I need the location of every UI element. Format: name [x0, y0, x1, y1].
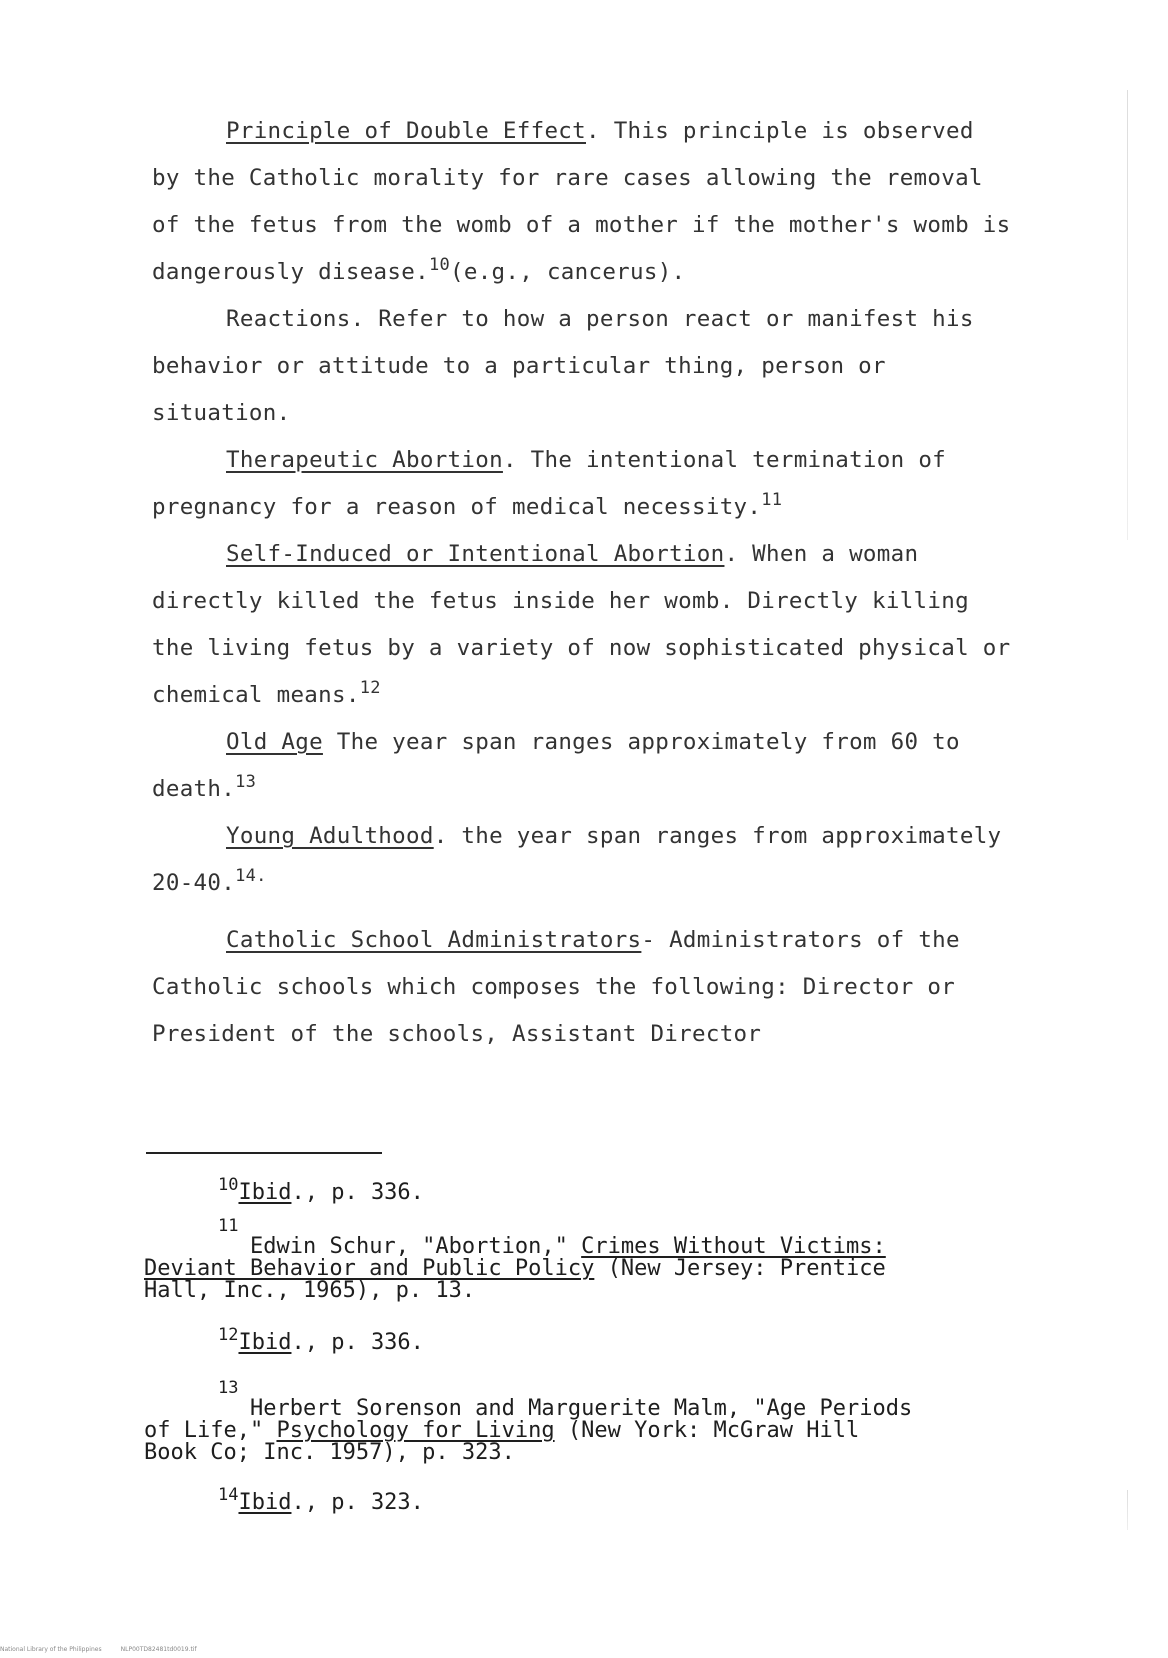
footnote-number: 12: [218, 1325, 239, 1345]
footnote-number: 11: [218, 1216, 239, 1236]
footnote-line: [144, 1420, 1014, 1442]
term-self-induced-abortion: Self-Induced or Intentional Abortion: [226, 541, 725, 567]
footnote-text: Edwin Schur, "Abortion,": [250, 1234, 582, 1259]
footnote-text: ., p. 323.: [291, 1490, 424, 1515]
footnote-12: [144, 1325, 1014, 1356]
footnote-line: Hall, Inc., 1965), p. 13.: [144, 1278, 476, 1303]
paragraph-self-induced-abortion: [152, 531, 1012, 719]
definition-text: . The intentional termination of pregnancy for a reason of medical necessity.: [152, 447, 947, 520]
term-therapeutic-abortion: Therapeutic Abortion: [226, 447, 503, 473]
footnote-number: 14: [218, 1485, 239, 1505]
footnote-ref: 11: [761, 490, 783, 510]
footnote-separator: [146, 1152, 382, 1154]
term-young-adulthood: Young Adulthood: [226, 823, 434, 849]
footnote-number: 13: [218, 1378, 239, 1398]
footnote-line: [144, 1258, 1014, 1280]
definition-text: . When a woman directly killed the fetus inside her womb. Directly killing the living fetus by a variety of now sophisticated physical or chemical means.: [152, 541, 1011, 708]
definition-text: . This principle is observed by the Catholic morality for rare cases allowing the removal of the fetus from the womb of a mother if the mother's womb is dangerously disease.: [152, 118, 1011, 285]
footnote-text: ., p. 336.: [291, 1180, 424, 1205]
footer-library: National Library of the Philippines: [0, 1646, 102, 1653]
paragraph-therapeutic-abortion: [152, 437, 1012, 531]
footer-file: NLP00TD82481td0019.tif: [120, 1646, 197, 1653]
footnote-title: Crimes Without Victims:: [581, 1234, 886, 1259]
footnote-ibid: Ibid: [238, 1330, 292, 1355]
footnote-text: (New York: McGraw Hill: [554, 1418, 860, 1443]
footnote-ibid: Ibid: [238, 1490, 292, 1515]
footnote-ref: 10: [428, 255, 451, 275]
footnote-ref: 12: [359, 678, 381, 698]
definition-text: - Administrators of the Catholic schools which composes the following: Director or President of the schools, Assistant Director: [152, 927, 960, 1047]
scan-footer: [0, 1646, 197, 1653]
definition-text: . the year span ranges from approximately 20-40.: [152, 823, 1002, 896]
footnote-text: ., p. 336.: [291, 1330, 424, 1355]
definition-text: (e.g., cancerus).: [450, 259, 686, 285]
footnote-ref: 13: [235, 772, 257, 792]
scan-edge-mark: [1127, 90, 1128, 540]
scan-edge-mark: [1127, 1490, 1128, 1530]
paragraph-reactions: [152, 296, 1012, 437]
body-text: [152, 108, 1012, 1058]
footnote-11: [144, 1216, 1014, 1302]
footnote-10: [144, 1175, 1014, 1206]
footnote-13: [144, 1378, 1014, 1464]
paragraph-young-adulthood: [152, 813, 1012, 907]
footnote-14: [144, 1485, 1014, 1516]
footnote-line: Herbert Sorenson and Marguerite Malm, "Age Periods: [250, 1396, 913, 1421]
footnote-number: 10: [218, 1175, 239, 1195]
footnote-title: Deviant Behavior and Public Policy: [144, 1256, 595, 1281]
footnote-text: (New Jersey: Prentice: [594, 1256, 886, 1281]
footnote-text: of Life,": [144, 1418, 277, 1443]
definition-text: The year span ranges approximately from 60 to death.: [152, 729, 960, 802]
paragraph-double-effect: [152, 108, 1012, 296]
footnotes: [144, 1175, 1014, 1516]
term-catholic-school-administrators: Catholic School Administrators: [226, 927, 642, 953]
paragraph-catholic-school-administrators: [152, 917, 1012, 1058]
definition-text: Reactions. Refer to how a person react or manifest his behavior or attitude to a particular thing, person or situation.: [152, 306, 974, 426]
term-double-effect: Principle of Double Effect: [226, 118, 586, 144]
footnote-title: Psychology for Living: [276, 1418, 555, 1443]
paragraph-old-age: [152, 719, 1012, 813]
footnote-ibid: Ibid: [238, 1180, 292, 1205]
footnote-ref: 14.: [235, 866, 267, 886]
footnote-line: [144, 1236, 1014, 1258]
footnote-line: Book Co; Inc. 1957), p. 323.: [144, 1440, 515, 1465]
term-old-age: Old Age: [226, 729, 323, 755]
